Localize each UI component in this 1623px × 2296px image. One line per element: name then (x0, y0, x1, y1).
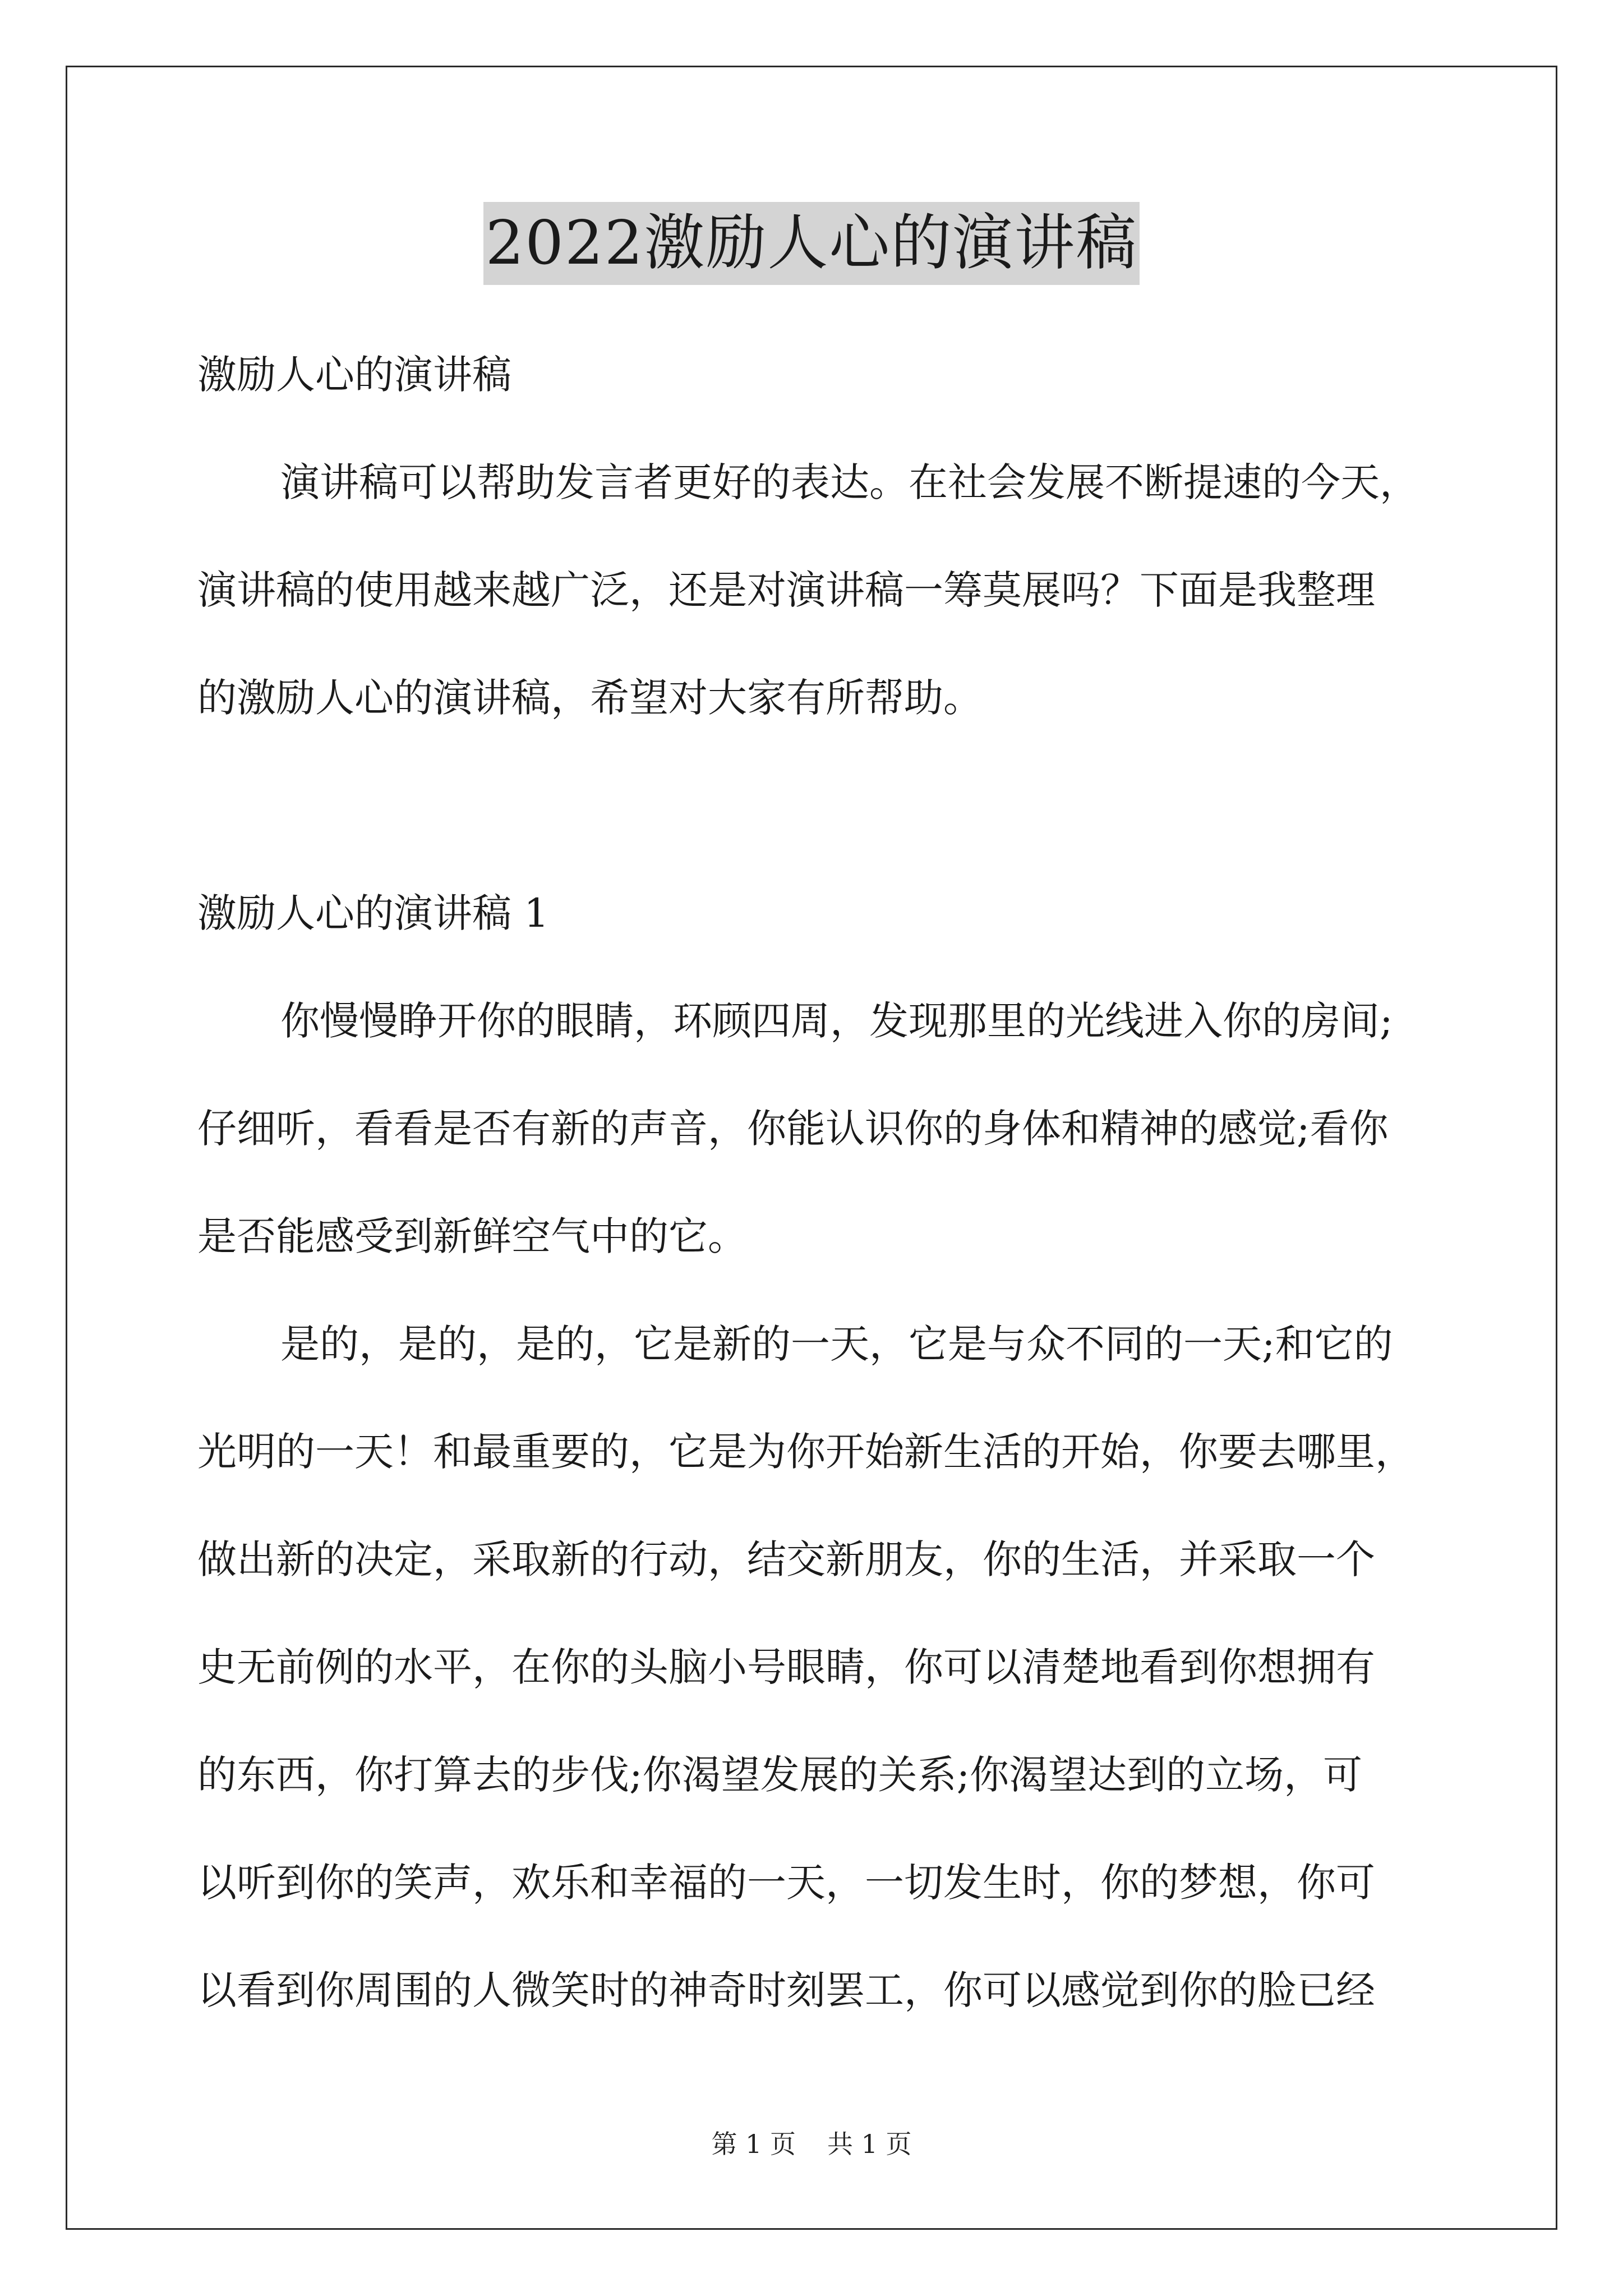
page-number-total: 共 1 页 (827, 2129, 912, 2159)
paragraph-line: 以听到你的笑声，欢乐和幸福的一天，一切发生时，你的梦想，你可 (197, 1860, 1375, 1906)
section1-paragraph-1 (197, 994, 1437, 1263)
page-footer (0, 2127, 1623, 2161)
paragraph-line: 是的，是的，是的，它是新的一天，它是与众不同的一天;和它的 (280, 1321, 1393, 1367)
section1-paragraph-2 (197, 1317, 1437, 2017)
paragraph-line: 以看到你周围的人微笑时的神奇时刻罢工，你可以感觉到你的脸已经 (197, 1967, 1375, 2013)
paragraph-line: 的激励人心的演讲稿，希望对大家有所帮助。 (197, 675, 983, 721)
paragraph-line: 演讲稿的使用越来越广泛，还是对演讲稿一筹莫展吗？下面是我整理 (197, 567, 1375, 613)
document-title: 2022激励人心的演讲稿 (483, 202, 1140, 285)
paragraph-line: 光明的一天！和最重要的，它是为你开始新生活的开始，你要去哪里， (197, 1429, 1414, 1475)
section1-heading: 激励人心的演讲稿 1 (197, 890, 549, 936)
paragraph-line: 做出新的决定，采取新的行动，结交新朋友，你的生活，并采取一个 (197, 1536, 1375, 1582)
intro-paragraph (197, 455, 1437, 725)
intro-heading: 激励人心的演讲稿 (197, 352, 511, 398)
title-container (0, 202, 1623, 285)
paragraph-line: 仔细听，看看是否有新的声音，你能认识你的身体和精神的感觉;看你 (197, 1106, 1389, 1152)
paragraph-line: 史无前例的水平，在你的头脑小号眼睛，你可以清楚地看到你想拥有 (197, 1644, 1375, 1690)
paragraph-line: 是否能感受到新鲜空气中的它。 (197, 1213, 747, 1259)
paragraph-line: 的东西，你打算去的步伐;你渴望发展的关系;你渴望达到的立场，可 (197, 1752, 1363, 1798)
document-body (197, 348, 1437, 2017)
paragraph-line: 你慢慢睁开你的眼睛，环顾四周，发现那里的光线进入你的房间; (280, 998, 1393, 1044)
paragraph-line: 演讲稿可以帮助发言者更好的表达。在社会发展不断提速的今天， (280, 459, 1419, 505)
page-number-current: 第 1 页 (711, 2129, 796, 2159)
